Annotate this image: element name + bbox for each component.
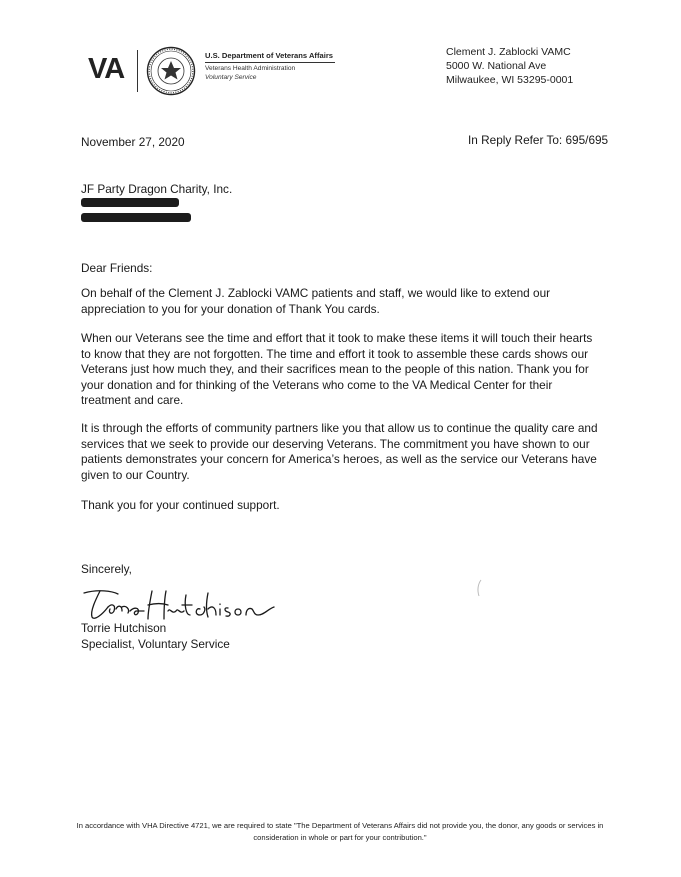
recipient-name: JF Party Dragon Charity, Inc. xyxy=(81,182,233,196)
signer-name: Torrie Hutchison xyxy=(81,621,167,635)
address-line: Clement J. Zablocki VAMC xyxy=(446,46,571,58)
letter-date: November 27, 2020 xyxy=(81,135,185,149)
logo-divider xyxy=(137,50,138,92)
department-rule xyxy=(205,62,335,63)
salutation: Dear Friends: xyxy=(81,261,153,275)
signer-block xyxy=(81,621,230,652)
service-name: Voluntary Service xyxy=(205,74,257,81)
redacted-address-line xyxy=(81,213,191,222)
body-paragraph: On behalf of the Clement J. Zablocki VAMC patients and staff, we would like to extend our appreciation to you for your donation of Thank You cards. xyxy=(81,286,551,316)
department-name: U.S. Department of Veterans Affairs xyxy=(205,51,334,60)
address-line: Milwaukee, WI 53295-0001 xyxy=(446,74,574,86)
va-seal-icon xyxy=(146,46,196,96)
body-paragraph: It is through the efforts of community partners like you that allow us to continue the quality care and services that we seek to provide our deserving Veterans. The commitment you have shown to our patients demonstrates your concern for America’s heroes, as well as the service our Veterans have given to our Country. xyxy=(81,421,598,482)
administration-name: Veterans Health Administration xyxy=(205,65,296,72)
closing: Sincerely, xyxy=(81,562,132,576)
redacted-address-line xyxy=(81,198,179,207)
handwritten-signature xyxy=(78,585,278,623)
reference-number: In Reply Refer To: 695/695 xyxy=(468,133,609,147)
signer-title: Specialist, Voluntary Service xyxy=(81,636,230,651)
body-paragraph: Thank you for your continued support. xyxy=(81,498,280,512)
stray-pen-mark xyxy=(475,578,483,598)
va-logo: VA xyxy=(88,53,125,85)
return-address xyxy=(446,45,573,87)
body-paragraph: When our Veterans see the time and effort that it took to make these items it will touch their hearts to know that they are not forgotten. The time and effort it took to assemble these cards shows our Veterans just how much they, and their sacrifices mean to the people of this nation. Thank you for your donation and for thinking of the Veterans who come to the VA Medical Center for their treatment and care. xyxy=(81,331,593,408)
legal-disclaimer: In accordance with VHA Directive 4721, we are required to state "The Department of Veterans Affairs did not provide you, the donor, any goods or services in consideration in whole or part for your contribution." xyxy=(76,821,604,842)
address-line: 5000 W. National Ave xyxy=(446,60,547,72)
